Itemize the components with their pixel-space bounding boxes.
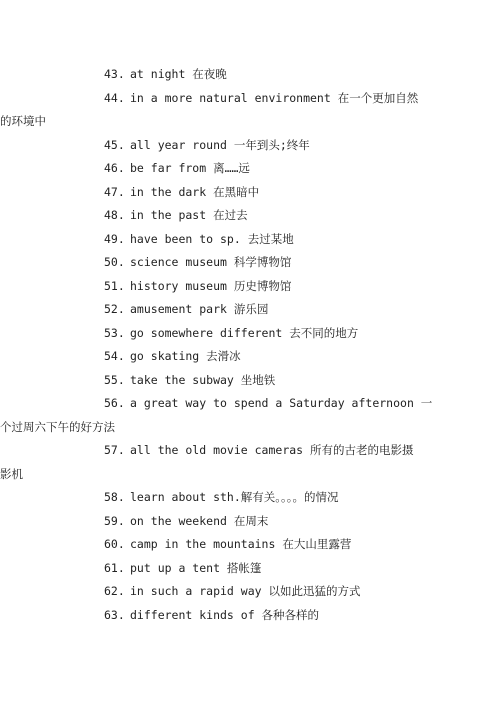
- list-item: [104, 63, 434, 87]
- item-number: 49.: [104, 231, 125, 246]
- item-text: in such a rapid way 以如此迅猛的方式: [130, 584, 361, 598]
- list-item: [104, 251, 434, 275]
- item-text: different kinds of 各种各样的: [130, 607, 320, 622]
- list-item: [104, 345, 434, 369]
- item-text: at night 在夜晚: [130, 67, 227, 81]
- item-number: 51.: [104, 278, 125, 293]
- list-item: [104, 134, 434, 158]
- item-number: 47.: [104, 184, 125, 199]
- item-text-continuation: 个过周六下午的好方法: [0, 419, 115, 434]
- item-number: 52.: [104, 302, 125, 316]
- item-text: in a more natural environment 在一个更加自然: [130, 90, 419, 105]
- item-number: 54.: [104, 349, 125, 363]
- item-number: 45.: [104, 137, 125, 152]
- item-text: on the weekend 在周末: [130, 513, 269, 528]
- item-text: learn about sth.解有关。。。。的情况: [130, 490, 339, 504]
- item-text: history museum 历史博物馆: [130, 278, 292, 293]
- item-number: 63.: [104, 607, 125, 622]
- item-text: in the past 在过去: [130, 208, 248, 222]
- list-item: [104, 157, 434, 181]
- item-text: have been to sp. 去过某地: [130, 231, 294, 246]
- list-item: [104, 510, 434, 534]
- item-text: amusement park 游乐园: [130, 302, 269, 316]
- item-text-continuation: 影机: [0, 466, 23, 481]
- item-text: a great way to spend a Saturday afternoon 一: [130, 396, 433, 410]
- item-number: 60.: [104, 537, 125, 551]
- item-number: 62.: [104, 584, 125, 598]
- list-item: [0, 439, 434, 486]
- item-text: science museum 科学博物馆: [130, 255, 292, 269]
- list-item: [0, 392, 434, 439]
- list-item: [104, 369, 434, 393]
- item-text: in the dark 在黑暗中: [130, 184, 260, 199]
- item-number: 43.: [104, 67, 125, 81]
- item-text: all the old movie cameras 所有的古老的电影摄: [130, 443, 414, 457]
- item-number: 56.: [104, 396, 125, 410]
- item-text: go somewhere different 去不同的地方: [130, 325, 359, 340]
- item-text-continuation: 的环境中: [0, 114, 46, 128]
- item-number: 55.: [104, 372, 125, 387]
- item-number: 48.: [104, 208, 125, 222]
- item-number: 44.: [104, 90, 125, 105]
- list-item: [104, 486, 434, 510]
- item-text: be far from 离……远: [130, 161, 250, 175]
- item-number: 58.: [104, 490, 125, 504]
- list-item: [104, 228, 434, 252]
- item-number: 61.: [104, 560, 125, 575]
- item-number: 50.: [104, 255, 125, 269]
- item-text: all year round 一年到头;终年: [130, 137, 310, 152]
- item-text: camp in the mountains 在大山里露营: [130, 537, 352, 551]
- list-item: [104, 275, 434, 299]
- item-number: 57.: [104, 443, 125, 457]
- item-number: 53.: [104, 325, 125, 340]
- list-item: [104, 604, 434, 628]
- vocabulary-list: [0, 63, 434, 627]
- list-item: [104, 204, 434, 228]
- item-number: 59.: [104, 513, 125, 528]
- list-item: [0, 87, 434, 134]
- list-item: [104, 181, 434, 205]
- list-item: [104, 557, 434, 581]
- list-item: [104, 322, 434, 346]
- list-item: [104, 580, 434, 604]
- item-text: go skating 去滑冰: [130, 349, 241, 363]
- list-item: [104, 298, 434, 322]
- item-number: 46.: [104, 161, 125, 175]
- item-text: put up a tent 搭帐篷: [130, 560, 262, 575]
- item-text: take the subway 坐地铁: [130, 372, 276, 387]
- list-item: [104, 533, 434, 557]
